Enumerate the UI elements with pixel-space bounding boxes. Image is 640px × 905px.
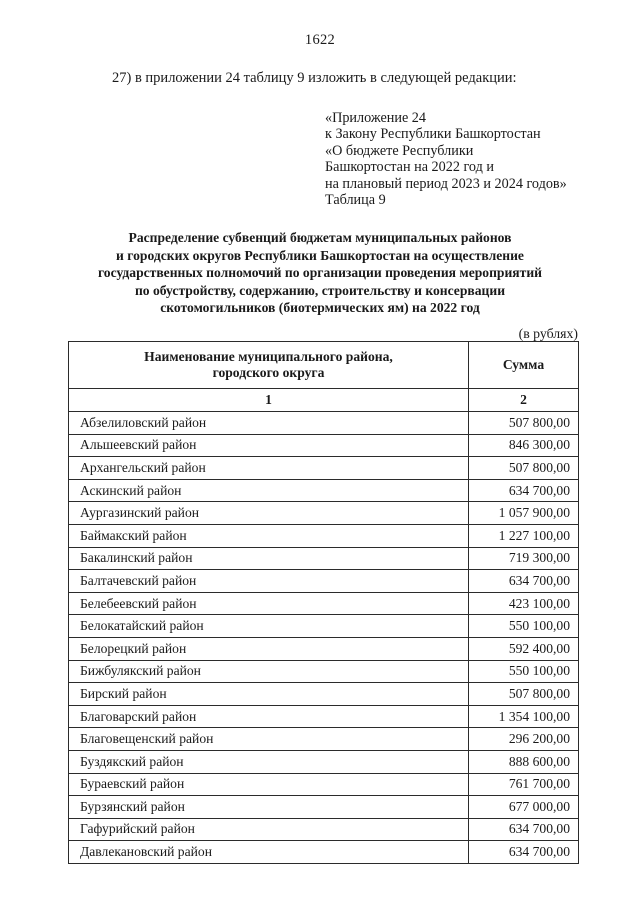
table-row <box>69 479 579 502</box>
appendix-reference-block <box>325 110 567 208</box>
row-sum: 634 700,00 <box>469 818 579 841</box>
subvention-distribution-table <box>68 341 579 864</box>
table-body <box>69 412 579 864</box>
column-number-sum: 2 <box>469 389 579 412</box>
table-row <box>69 728 579 751</box>
row-sum: 296 200,00 <box>469 728 579 751</box>
reference-line: «Приложение 24 <box>325 110 426 126</box>
row-name: Белокатайский район <box>69 615 469 638</box>
row-sum: 1 354 100,00 <box>469 705 579 728</box>
row-sum: 719 300,00 <box>469 547 579 570</box>
table-row <box>69 570 579 593</box>
row-name: Альшеевский район <box>69 434 469 457</box>
table-row <box>69 457 579 480</box>
table-header-row <box>69 342 579 389</box>
row-sum: 888 600,00 <box>469 750 579 773</box>
row-sum: 634 700,00 <box>469 570 579 593</box>
row-name: Абзелиловский район <box>69 412 469 435</box>
row-name: Гафурийский район <box>69 818 469 841</box>
page-number: 1622 <box>304 32 336 48</box>
row-name: Архангельский район <box>69 457 469 480</box>
row-name: Благоварский район <box>69 705 469 728</box>
reference-line: к Закону Республики Башкортостан <box>325 126 541 143</box>
title-line: Распределение субвенций бюджетам муниципальных районов <box>128 230 512 245</box>
units-note: (в рублях) <box>518 326 578 341</box>
table-column-number-row <box>69 389 579 412</box>
row-name: Белорецкий район <box>69 637 469 660</box>
row-sum: 1 227 100,00 <box>469 524 579 547</box>
intro-paragraph: 27) в приложении 24 таблицу 9 изложить в следующей редакции: <box>112 70 517 86</box>
reference-line: «О бюджете Республики <box>325 142 474 159</box>
title-line: по обустройству, содержанию, строительству и консервации <box>134 282 506 298</box>
row-name: Буздякский район <box>69 750 469 773</box>
table-row <box>69 660 579 683</box>
document-title <box>50 229 590 317</box>
table-row <box>69 502 579 525</box>
row-sum: 846 300,00 <box>469 434 579 457</box>
row-name: Балтачевский район <box>69 570 469 593</box>
row-name: Бураевский район <box>69 773 469 796</box>
table-row <box>69 637 579 660</box>
row-sum: 677 000,00 <box>469 796 579 819</box>
row-name: Баймакский район <box>69 524 469 547</box>
table-row <box>69 547 579 570</box>
table-row <box>69 683 579 706</box>
row-name: Аургазинский район <box>69 502 469 525</box>
column-header-name-line1: Наименование муниципального района, <box>144 348 393 364</box>
table-row <box>69 412 579 435</box>
table-head <box>69 342 579 412</box>
row-sum: 507 800,00 <box>469 457 579 480</box>
table-row <box>69 592 579 615</box>
table-row <box>69 524 579 547</box>
column-header-sum: Сумма <box>469 342 579 389</box>
title-line: и городских округов Республики Башкортостан на осуществление <box>116 247 524 263</box>
row-sum: 634 700,00 <box>469 841 579 864</box>
column-number-name: 1 <box>69 389 469 412</box>
row-name: Аскинский район <box>69 479 469 502</box>
table-row <box>69 434 579 457</box>
table-row <box>69 615 579 638</box>
table-row <box>69 841 579 864</box>
title-line: скотомогильников (биотермических ям) на 2022 год <box>160 300 480 316</box>
row-name: Бирский район <box>69 683 469 706</box>
row-name: Белебеевский район <box>69 592 469 615</box>
row-sum: 761 700,00 <box>469 773 579 796</box>
row-sum: 634 700,00 <box>469 479 579 502</box>
table-row <box>69 773 579 796</box>
row-name: Давлекановский район <box>69 841 469 864</box>
row-sum: 1 057 900,00 <box>469 502 579 525</box>
reference-line: на плановый период 2023 и 2024 годов» <box>325 175 567 192</box>
table-row <box>69 818 579 841</box>
table-row <box>69 796 579 819</box>
row-sum: 507 800,00 <box>469 683 579 706</box>
row-name: Бурзянский район <box>69 796 469 819</box>
row-sum: 592 400,00 <box>469 637 579 660</box>
row-name: Бакалинский район <box>69 547 469 570</box>
column-header-name-line2: городского округа <box>212 365 325 380</box>
row-sum: 507 800,00 <box>469 412 579 435</box>
reference-line-table-number: Таблица 9 <box>325 192 386 209</box>
row-sum: 550 100,00 <box>469 660 579 683</box>
row-sum: 550 100,00 <box>469 615 579 638</box>
row-sum: 423 100,00 <box>469 592 579 615</box>
title-line: государственных полномочий по организации проведения мероприятий <box>97 265 543 281</box>
reference-line: Башкортостан на 2022 год и <box>325 159 494 176</box>
table-row <box>69 750 579 773</box>
row-name: Бижбулякский район <box>69 660 469 683</box>
column-header-name <box>69 342 469 389</box>
row-name: Благовещенский район <box>69 728 469 751</box>
table-row <box>69 705 579 728</box>
